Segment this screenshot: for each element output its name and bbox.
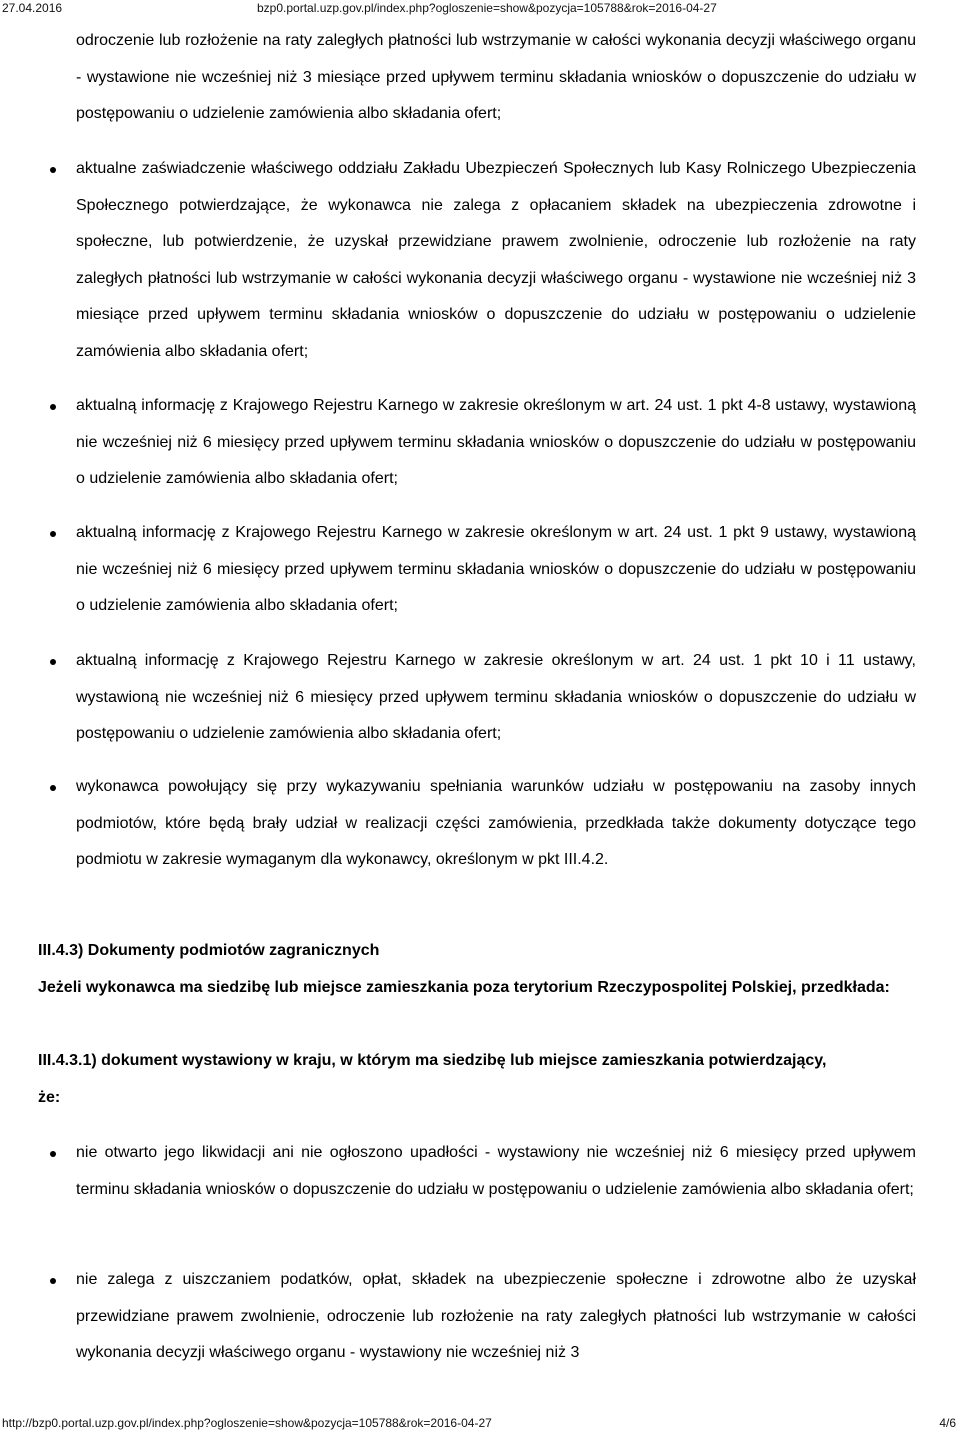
list-item-text: aktualną informację z Krajowego Rejestru Karnego w zakresie określonym w art. 24 ust. 1 pkt 9 ustawy, wystawioną nie wcześniej niż 6 miesięcy przed upływem terminu składania wniosków o dopuszczenie do udziału w postępowaniu o udzielenie zamówienia albo składania ofert; bbox=[76, 524, 916, 615]
print-footer-url: http://bzp0.portal.uzp.gov.pl/index.php?ogloszenie=show&pozycja=105788&rok=2016-04-27 bbox=[2, 1416, 492, 1430]
bullet-icon bbox=[50, 659, 56, 665]
bullet-icon bbox=[50, 531, 56, 537]
list-item-text: wykonawca powołujący się przy wykazywaniu spełniania warunków udziału w postępowaniu na zasoby innych podmiotów, które będą brały udział w realizacji części zamówienia, przedkłada także dokumenty dotyczące tego podmiotu w zakresie wymaganym dla wykonawcy, określonym w pkt III.4.2. bbox=[76, 778, 916, 869]
list-item bbox=[76, 769, 916, 879]
list-item bbox=[76, 1135, 916, 1208]
list-item-text: nie zalega z uiszczaniem podatków, opłat, składek na ubezpieczenie społeczne i zdrowotne albo że uzyskał przewidziane prawem zwolnienie, odroczenie lub rozłożenie na raty zaległych płatności lub wstrzymanie w całości wykonania decyzji właściwego organu - wystawiony nie wcześniej niż 3 bbox=[76, 1271, 916, 1362]
list-item bbox=[76, 515, 916, 625]
subsection-heading: III.4.3.1) dokument wystawiony w kraju, w którym ma siedzibę lub miejsce zamieszkania potwierdzający, że: bbox=[38, 1052, 827, 1106]
list-item-text: aktualną informację z Krajowego Rejestru Karnego w zakresie określonym w art. 24 ust. 1 pkt 4-8 ustawy, wystawioną nie wcześniej niż 6 miesięcy przed upływem terminu składania wniosków o dopuszczenie do udziału w postępowaniu o udzielenie zamówienia albo składania ofert; bbox=[76, 397, 916, 488]
list-item bbox=[76, 151, 916, 371]
list-item-text: aktualne zaświadczenie właściwego oddziału Zakładu Ubezpieczeń Społecznych lub Kasy Rolniczego Ubezpieczenia Społecznego potwierdzające, że wykonawca nie zalega z opłacaniem składek na ubezpieczenia zdrowotne i społeczne, lub potwierdzenie, że uzyskał przewidziane prawem zwolnienie, odroczenie lub rozłożenie na raty zaległych płatności lub wstrzymanie w całości wykonania decyzji właściwego organu - wystawione nie wcześniej niż 3 miesiące przed upływem terminu składania wniosków o dopuszczenie do udziału w postępowaniu o udzielenie zamówienia albo składania ofert; bbox=[76, 160, 916, 360]
bullet-icon bbox=[50, 167, 56, 173]
list-item bbox=[76, 1262, 916, 1372]
list-item-text: aktualną informację z Krajowego Rejestru Karnego w zakresie określonym w art. 24 ust. 1 pkt 10 i 11 ustawy, wystawioną nie wcześniej niż 6 miesięcy przed upływem terminu składania wniosków o dopuszczenie do udziału w postępowaniu o udzielenie zamówienia albo składania ofert; bbox=[76, 652, 916, 743]
print-header-url: bzp0.portal.uzp.gov.pl/index.php?ogloszenie=show&pozycja=105788&rok=2016-04-27 bbox=[257, 1, 717, 15]
continuation-paragraph: odroczenie lub rozłożenie na raty zaległych płatności lub wstrzymanie w całości wykonania decyzji właściwego organu - wystawione nie wcześniej niż 3 miesiące przed upływem terminu składania wniosków o dopuszczenie do udziału w postępowaniu o udzielenie zamówienia albo składania ofert; bbox=[76, 32, 916, 123]
list-item bbox=[76, 388, 916, 498]
section-intro: Jeżeli wykonawca ma siedzibę lub miejsce zamieszkania poza terytorium Rzeczypospolitej Polskiej, przedkłada: bbox=[38, 979, 890, 996]
section-heading: III.4.3) Dokumenty podmiotów zagranicznych bbox=[38, 942, 380, 959]
bullet-icon bbox=[50, 785, 56, 791]
print-header-date: 27.04.2016 bbox=[2, 1, 63, 15]
list-item bbox=[76, 643, 916, 753]
bullet-icon bbox=[50, 1278, 56, 1284]
list-item-text: nie otwarto jego likwidacji ani nie ogłoszono upadłości - wystawiony nie wcześniej niż 6 miesięcy przed upływem terminu składania wniosków o dopuszczenie do udziału w postępowaniu o udzielenie zamówienia albo składania ofert; bbox=[76, 1144, 916, 1198]
bullet-icon bbox=[50, 404, 56, 410]
page-number: 4/6 bbox=[939, 1416, 956, 1430]
bullet-icon bbox=[50, 1151, 56, 1157]
